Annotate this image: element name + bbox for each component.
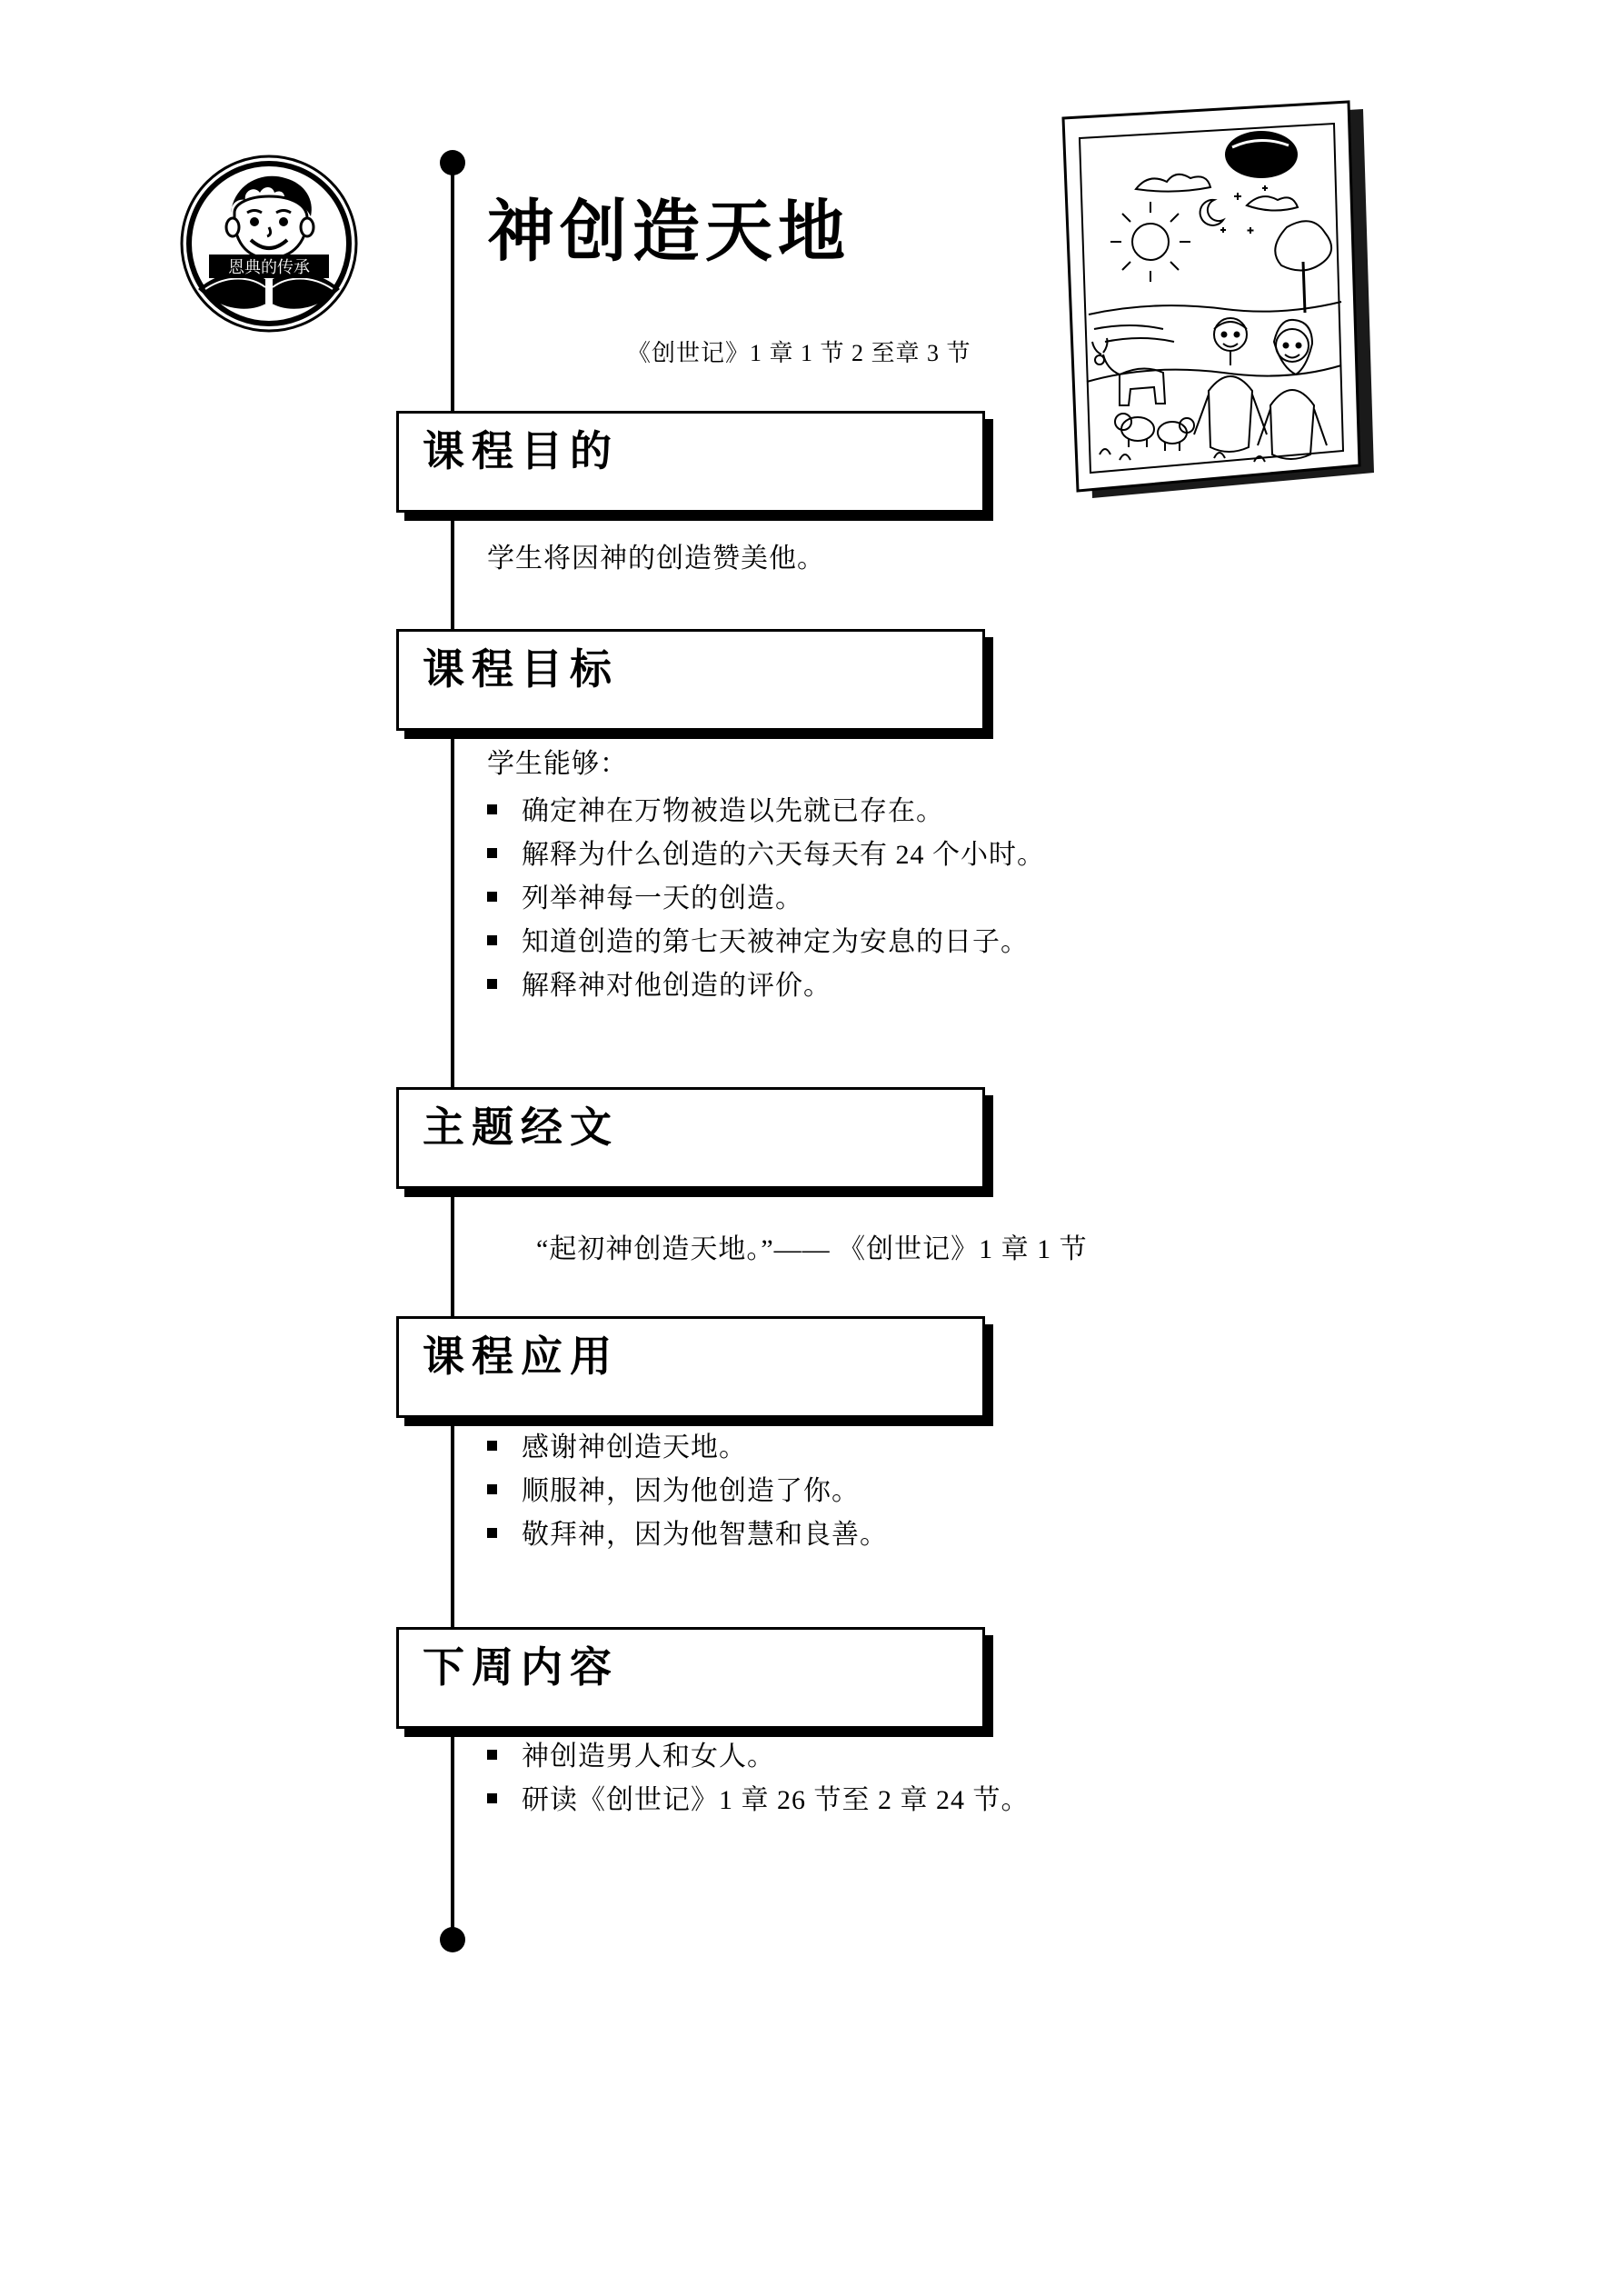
list-item-label: 敬拜神，因为他智慧和良善。 [522, 1520, 888, 1550]
section-header-next-week [396, 1627, 985, 1729]
list-item [487, 885, 1045, 913]
list-item-label: 确定神在万物被造以先就已存在。 [522, 796, 944, 826]
list-item [487, 929, 1045, 956]
spine-dot-top [440, 150, 465, 175]
list-item [487, 1787, 1030, 1814]
section-header-memory-verse [396, 1087, 985, 1189]
list-item-label: 解释神对他创造的评价。 [522, 971, 831, 1001]
bullet-square-icon [487, 844, 522, 862]
section-intro-objectives: 学生能够： [487, 749, 628, 779]
bullet-square-icon [487, 974, 522, 993]
page-title: 神创造天地 [487, 193, 851, 271]
bullet-square-icon [487, 1523, 522, 1542]
bullet-square-icon [487, 800, 522, 818]
section-label: 下周内容 [423, 1642, 619, 1692]
list-item-label: 顺服神，因为他创造了你。 [522, 1476, 860, 1506]
bullet-square-icon [487, 1789, 522, 1807]
section-label: 课程应用 [423, 1332, 619, 1381]
spine-dot-bottom [440, 1927, 465, 1952]
creation-scene-illustration [1036, 91, 1381, 527]
list-item [487, 973, 1045, 1000]
ministry-logo [178, 153, 360, 334]
section-header-objectives [396, 629, 985, 731]
bullet-square-icon [487, 887, 522, 905]
list-item [487, 1478, 888, 1505]
section-label: 课程目标 [423, 644, 619, 694]
section-body-memory-verse: “起初神创造天地。”—— 《创世记》1 章 1 节 [536, 1234, 1088, 1264]
list-item [487, 1522, 888, 1549]
section-list-application [487, 1434, 888, 1565]
list-item-label: 研读《创世记》1 章 26 节至 2 章 24 节。 [522, 1785, 1030, 1815]
list-item [487, 1743, 1030, 1771]
bullet-square-icon [487, 1745, 522, 1763]
list-item-label: 解释为什么创造的六天每天有 24 个小时。 [522, 840, 1045, 870]
list-item-label: 知道创造的第七天被神定为安息的日子。 [522, 927, 1029, 957]
list-item [487, 1434, 888, 1462]
bullet-square-icon [487, 931, 522, 949]
list-item-label: 感谢神创造天地。 [522, 1433, 747, 1462]
section-list-next-week [487, 1743, 1030, 1831]
list-item-label: 神创造男人和女人。 [522, 1742, 775, 1772]
section-header-application [396, 1316, 985, 1418]
bullet-square-icon [487, 1480, 522, 1498]
section-label: 课程目的 [423, 426, 619, 475]
section-header-purpose [396, 411, 985, 513]
list-item [487, 842, 1045, 869]
logo-text: 恩典的传承 [228, 258, 310, 277]
section-list-objectives [487, 798, 1045, 1016]
bullet-square-icon [487, 1436, 522, 1454]
list-item [487, 798, 1045, 825]
list-item-label: 列举神每一天的创造。 [522, 883, 803, 913]
section-label: 主题经文 [423, 1103, 619, 1152]
page-subtitle: 《创世记》1 章 1 节 2 至章 3 节 [627, 340, 971, 366]
section-body-purpose: 学生将因神的创造赞美他。 [487, 544, 825, 574]
